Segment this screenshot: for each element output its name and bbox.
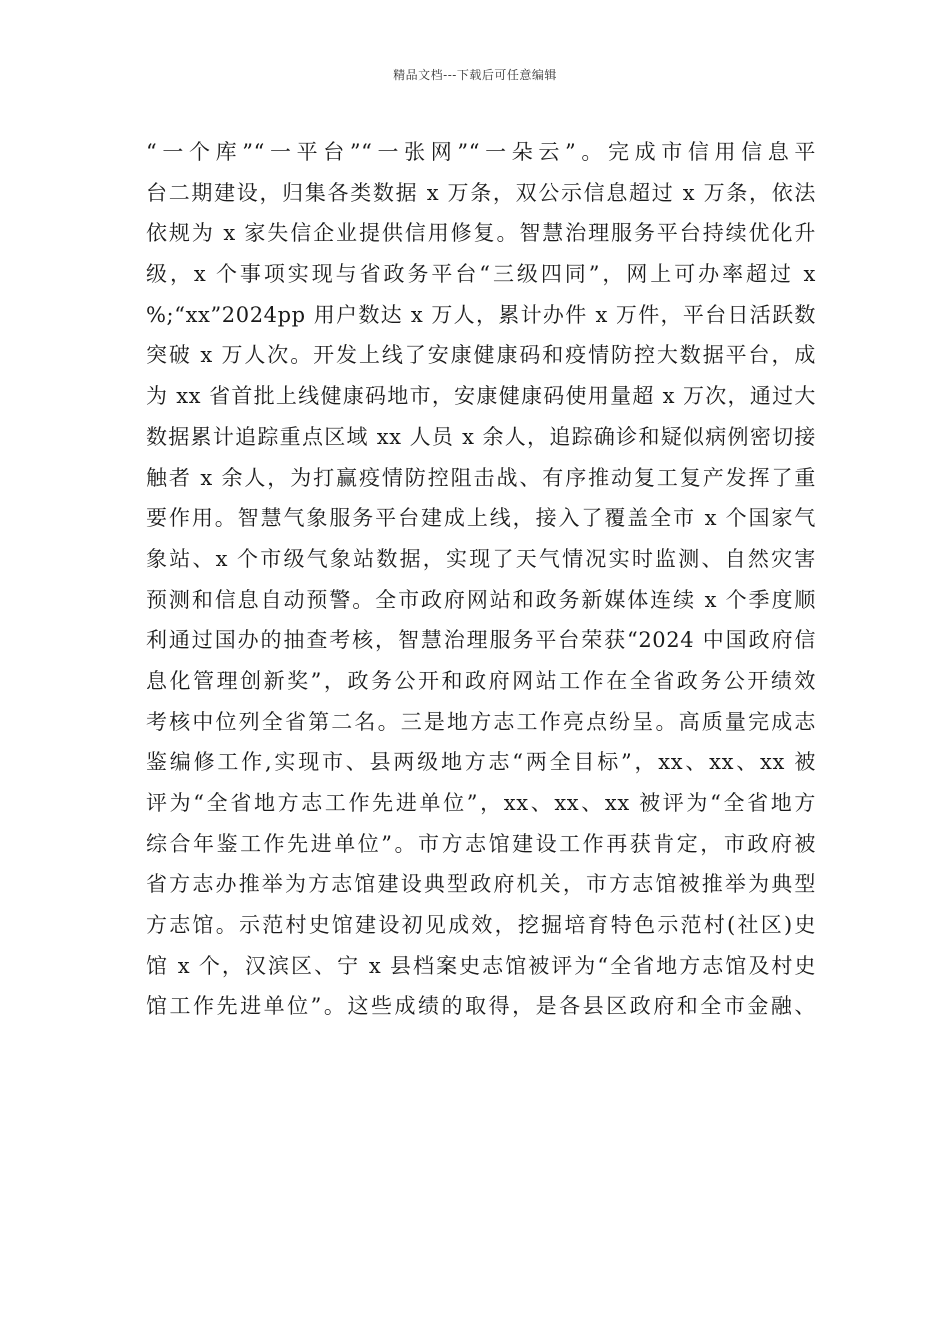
text-line: 馆工作先进单位”。这些成绩的取得，是各县区政府和全市金融、 — [146, 994, 816, 1019]
text-line: 为 xx 省首批上线健康码地市，安康健康码使用量超 x 万次，通过大 — [146, 384, 816, 409]
text-line: 评为“全省地方志工作先进单位”，xx、xx、xx 被评为“全省地方 — [146, 791, 816, 815]
text-line: 触者 x 余人，为打赢疫情防控阻击战、有序推动复工复产发挥了重 — [146, 465, 816, 490]
text-line: 方志馆。示范村史馆建设初见成效，挖掘培育特色示范村(社区)史 — [146, 913, 816, 938]
text-line: “一个库”“一平台”“一张网”“一朵云”。完成市信用信息平 — [146, 140, 816, 164]
text-line: 要作用。智慧气象服务平台建成上线，接入了覆盖全市 x 个国家气 — [146, 506, 816, 531]
text-line: 省方志办推举为方志馆建设典型政府机关，市方志馆被推举为典型 — [146, 872, 816, 897]
text-line: 依规为 x 家失信企业提供信用修复。智慧治理服务平台持续优化升 — [146, 221, 816, 246]
text-line: 级，x 个事项实现与省政务平台“三级四同”，网上可办率超过 x — [146, 262, 816, 287]
text-line: 数据累计追踪重点区域 xx 人员 x 余人，追踪确诊和疑似病例密切接 — [146, 424, 816, 449]
text-line: 综合年鉴工作先进单位”。市方志馆建设工作再获肯定，市政府被 — [146, 831, 816, 856]
text-line: 突破 x 万人次。开发上线了安康健康码和疫情防控大数据平台，成 — [146, 343, 816, 368]
text-line: %;“xx”2024pp 用户数达 x 万人，累计办件 x 万件，平台日活跃数 — [146, 302, 816, 327]
page-header: 精品文档---下载后可任意编辑 — [393, 68, 557, 82]
text-line: 台二期建设，归集各类数据 x 万条，双公示信息超过 x 万条，依法 — [146, 180, 816, 205]
text-line: 预测和信息自动预警。全市政府网站和政务新媒体连续 x 个季度顺 — [146, 587, 816, 612]
text-line: 象站、x 个市级气象站数据，实现了天气情况实时监测、自然灾害 — [146, 546, 816, 571]
text-line: 馆 x 个，汉滨区、宁 x 县档案史志馆被评为“全省地方志馆及村史 — [146, 953, 816, 978]
body-text — [146, 132, 816, 1027]
text-line: 息化管理创新奖”，政务公开和政府网站工作在全省政务公开绩效 — [146, 668, 816, 693]
text-line: 利通过国办的抽查考核，智慧治理服务平台荣获“2024 中国政府信 — [146, 628, 816, 653]
text-line: 考核中位列全省第二名。三是地方志工作亮点纷呈。高质量完成志 — [146, 709, 816, 734]
text-line: 鉴编修工作,实现市、县两级地方志“两全目标”，xx、xx、xx 被 — [146, 750, 816, 775]
